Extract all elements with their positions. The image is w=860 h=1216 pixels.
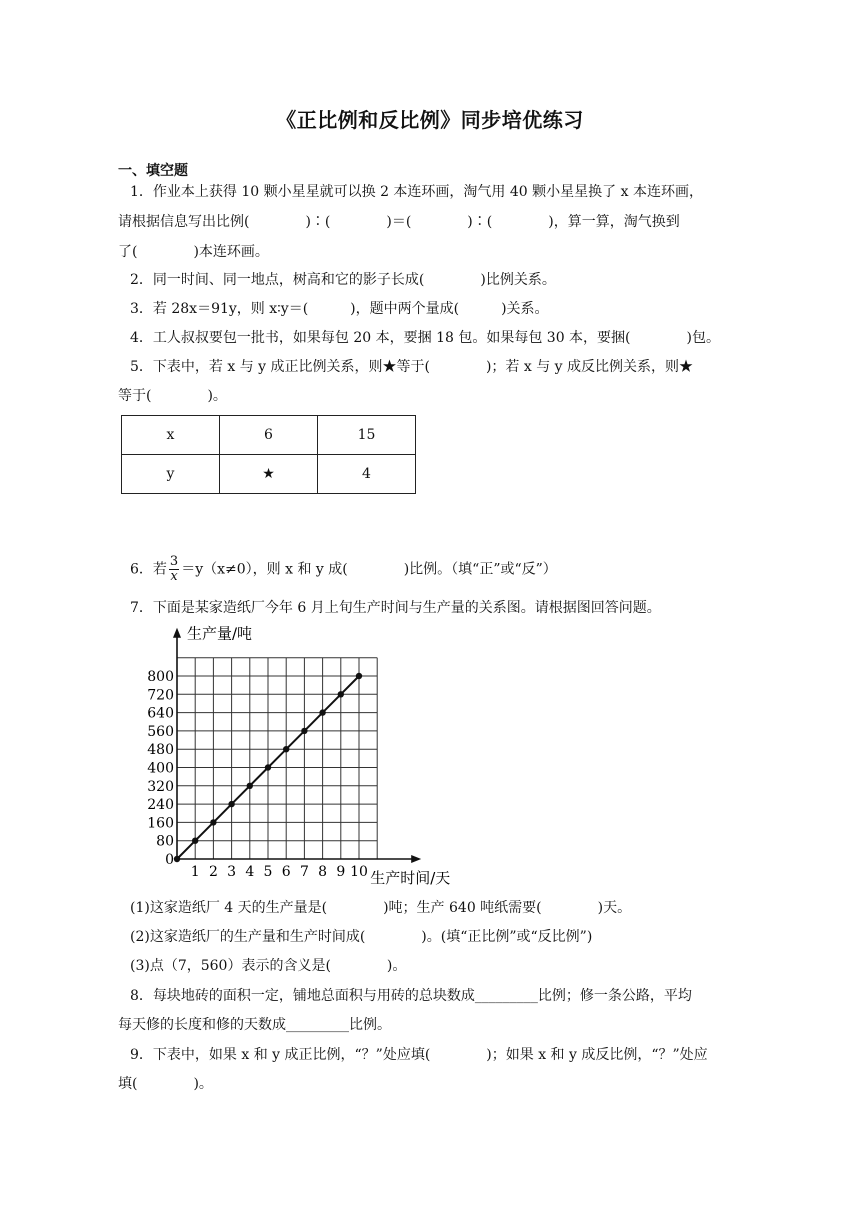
data-point bbox=[265, 764, 271, 770]
q1-line2: 请根据信息写出比例( )∶( )＝( )∶( )，算一算，淘气换到 bbox=[118, 214, 680, 230]
data-point bbox=[247, 783, 253, 789]
y-tick-label: 480 bbox=[147, 742, 174, 759]
q1-line1: 1．作业本上获得 10 颗小星星就可以换 2 本连环画，淘气用 40 颗小星星换了 x 本连环画， bbox=[130, 184, 703, 200]
x-tick-label: 9 bbox=[336, 864, 346, 880]
q7-sub1: (1)这家造纸厂 4 天的生产量是( )吨；生产 640 吨纸需要( )天。 bbox=[130, 900, 632, 916]
q9-line1: 9．下表中，如果 x 和 y 成正比例，“？”处应填( )；如果 x 和 y 成反比例，“？”处应 bbox=[130, 1047, 708, 1063]
data-point bbox=[356, 673, 362, 679]
x-tick-label: 3 bbox=[227, 864, 237, 880]
q6-prefix: 6．若 bbox=[130, 561, 167, 578]
table-row bbox=[122, 416, 416, 455]
y-tick-label: 240 bbox=[147, 797, 174, 814]
q9-line2: 填( )。 bbox=[118, 1076, 213, 1092]
x-tick-label: 2 bbox=[208, 864, 218, 880]
q5-line1: 5．下表中，若 x 与 y 成正比例关系，则★等于( )；若 x 与 y 成反比例关系，则★ bbox=[130, 359, 694, 375]
y-tick-label: 720 bbox=[147, 687, 174, 704]
x-tick-label: 8 bbox=[318, 864, 328, 880]
table-cell: y bbox=[122, 455, 220, 494]
q7-sub3: (3)点（7，560）表示的含义是( )。 bbox=[130, 958, 407, 974]
production-chart bbox=[140, 625, 500, 890]
page-title: 《正比例和反比例》同步培优练习 bbox=[276, 108, 584, 132]
table-cell: 6 bbox=[220, 416, 318, 455]
fraction bbox=[169, 555, 179, 584]
q5-line2: 等于( )。 bbox=[118, 388, 227, 404]
q7-sub2: (2)这家造纸厂的生产量和生产时间成( )。(填“正比例”或“反比例”) bbox=[130, 929, 593, 945]
data-point bbox=[210, 819, 216, 825]
q3-text: 3．若 28x＝91y，则 x∶y＝( )，题中两个量成( )关系。 bbox=[130, 301, 549, 317]
q5-table bbox=[121, 415, 416, 494]
q1-line3: 了( )本连环画。 bbox=[118, 244, 269, 260]
table-cell: 4 bbox=[318, 455, 416, 494]
star-cell: ★ bbox=[220, 455, 318, 494]
x-tick-label: 6 bbox=[281, 864, 291, 880]
data-point bbox=[174, 856, 180, 862]
fraction-denominator: x bbox=[170, 569, 178, 584]
data-point bbox=[192, 838, 198, 844]
data-point bbox=[228, 801, 234, 807]
x-tick-label: 1 bbox=[190, 864, 200, 880]
x-axis-label: 生产时间/天 bbox=[370, 869, 451, 887]
table-cell: x bbox=[122, 416, 220, 455]
x-tick-label: 4 bbox=[245, 864, 255, 880]
y-tick-label: 560 bbox=[147, 723, 174, 740]
y-tick-label: 640 bbox=[147, 705, 174, 722]
x-tick-label: 5 bbox=[263, 864, 273, 880]
q8-line2: 每天修的长度和修的天数成_________比例。 bbox=[118, 1017, 391, 1033]
y-tick-label: 160 bbox=[147, 815, 174, 832]
y-tick-label: 800 bbox=[147, 669, 174, 685]
q2-text: 2．同一时间、同一地点，树高和它的影子长成( )比例关系。 bbox=[130, 272, 556, 288]
x-tick-label: 7 bbox=[299, 864, 309, 880]
y-tick-label: 0 bbox=[165, 852, 174, 868]
q4-text: 4．工人叔叔要包一批书，如果每包 20 本，要捆 18 包。如果每包 30 本，要捆( )包。 bbox=[130, 330, 720, 346]
q6-suffix: ＝y（x≠0），则 x 和 y 成( )比例。（填“正”或“反”） bbox=[181, 561, 557, 578]
y-axis-arrow bbox=[173, 628, 181, 638]
q7-intro: 7．下面是某家造纸厂今年 6 月上旬生产时间与生产量的关系图。请根据图回答问题。 bbox=[130, 600, 661, 616]
y-tick-label: 80 bbox=[156, 833, 174, 850]
data-point bbox=[301, 728, 307, 734]
y-tick-label: 400 bbox=[147, 760, 174, 777]
data-point bbox=[283, 746, 289, 752]
table-cell: 15 bbox=[318, 416, 416, 455]
data-point bbox=[338, 691, 344, 697]
data-point bbox=[319, 709, 325, 715]
q6-text bbox=[130, 555, 732, 584]
y-axis-label: 生产量/吨 bbox=[187, 625, 253, 643]
fraction-numerator: 3 bbox=[169, 554, 179, 569]
y-tick-label: 320 bbox=[147, 778, 174, 795]
q8-line1: 8．每块地砖的面积一定，铺地总面积与用砖的总块数成_________比例；修一条公路，平均 bbox=[130, 988, 692, 1004]
table-row bbox=[122, 455, 416, 494]
section-heading: 一、填空题 bbox=[118, 163, 188, 179]
x-tick-label: 10 bbox=[350, 864, 368, 880]
x-axis-arrow bbox=[411, 855, 421, 863]
